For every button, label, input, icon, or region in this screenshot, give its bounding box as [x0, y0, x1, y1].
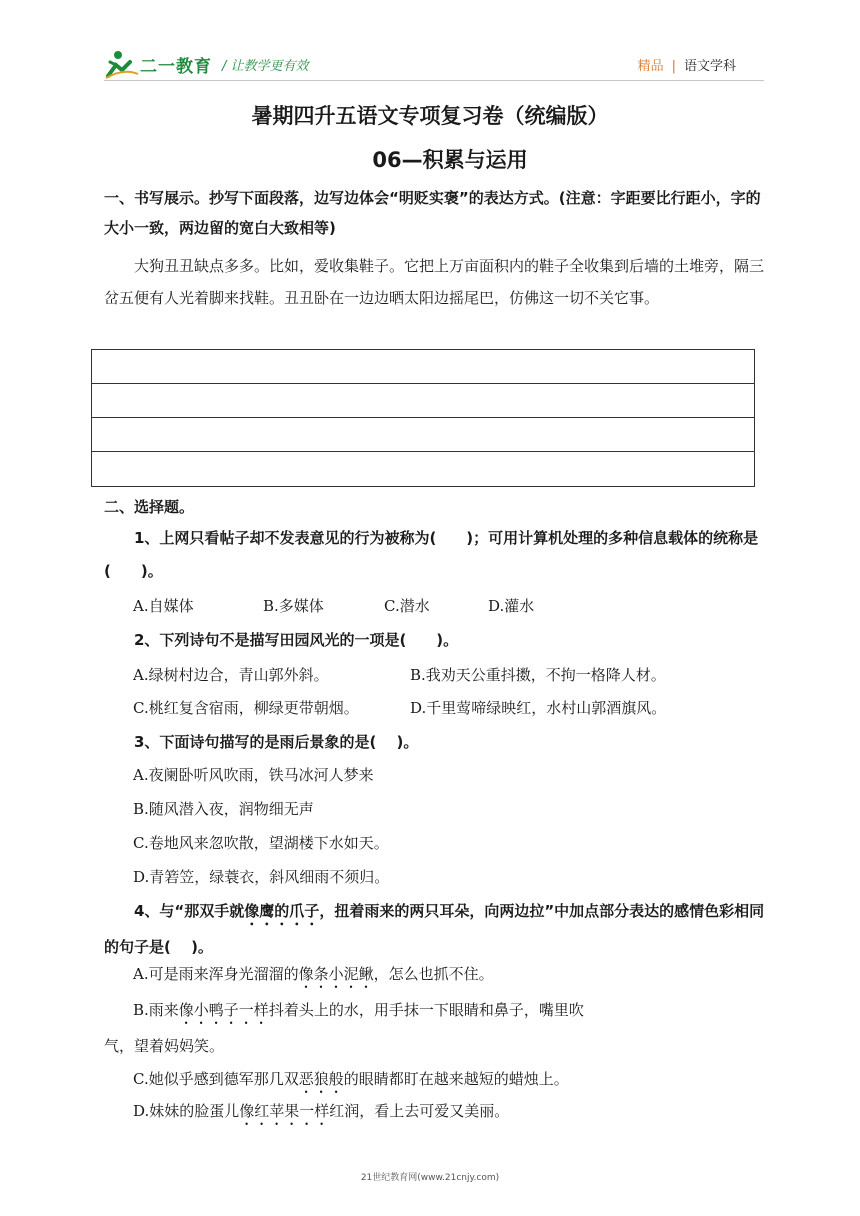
q4-b-dotted: 像小鸭子一样: [178, 1001, 269, 1019]
q1-option-b[interactable]: B.多媒体: [263, 597, 324, 615]
q4-option-c[interactable]: [133, 1064, 569, 1097]
slogan: / 让教学更有效: [222, 59, 309, 74]
q4-d-dotted: 像红苹果一样: [239, 1102, 330, 1120]
q4-d-text2: 红润，看上去可爱又美丽。: [329, 1102, 510, 1120]
q4-c-text2: 的眼睛都盯在越来越短的蜡烛上。: [343, 1070, 569, 1088]
q4-option-a[interactable]: [133, 959, 494, 992]
header-divider: [104, 80, 764, 81]
q3-option-b[interactable]: B.随风潜入夜，润物细无声: [133, 800, 314, 818]
q4-a-dotted: 像条小泥鳅: [298, 965, 374, 983]
question-4-stem: [104, 893, 766, 965]
premium-badge: 精品: [637, 59, 664, 74]
q2-option-b[interactable]: B.我劝天公重抖擞，不拘一格降人材。: [410, 666, 666, 684]
q4-option-b-cont: 气，望着妈妈笑。: [104, 1037, 225, 1055]
header-separator: |: [671, 59, 676, 74]
q4-b-text2: 抖着头上的水，用手抹一下眼睛和鼻子，嘴里吹: [268, 1001, 584, 1019]
q2-option-d[interactable]: D.千里莺啼绿映红，水村山郭酒旗风。: [410, 699, 667, 717]
q3-option-a[interactable]: A.夜阑卧听风吹雨，铁马冰河人梦来: [133, 766, 374, 784]
q4-stem-part1: 4、与“那双手就: [134, 902, 245, 920]
question-3-stem: 3、下面诗句描写的是雨后景象的是( )。: [134, 733, 419, 751]
page-title: 暑期四升五语文专项复习卷（统编版）: [251, 104, 609, 128]
q4-stem-dotted: 像鹰的爪子: [244, 902, 320, 920]
question-2-stem: 2、下列诗句不是描写田园风光的一项是( )。: [134, 631, 459, 649]
page-subtitle: 06—积累与运用: [372, 148, 528, 172]
q4-c-dotted: 恶狼般: [298, 1070, 344, 1088]
section2-heading: 二、选择题。: [104, 498, 195, 516]
q3-option-d[interactable]: D.青箬笠，绿蓑衣，斜风细雨不须归。: [133, 868, 390, 886]
q4-option-d[interactable]: [133, 1096, 509, 1129]
q4-d-text1: D.妹妹的脸蛋儿: [133, 1102, 240, 1120]
section1-passage: 大狗丑丑缺点多多。比如，爱收集鞋子。它把上万亩面积内的鞋子全收集到后墙的土堆旁，隔三岔五便有人光着脚来找鞋。丑丑卧在一边边晒太阳边摇尾巴，仿佛这一切不关它事。: [104, 257, 765, 307]
q4-stem-part2: ，扭着雨来的两只耳朵，向两边拉”中加点部分表达的感情色彩相同的句子是( )。: [104, 902, 765, 956]
q1-option-a[interactable]: A.自媒体: [133, 597, 194, 615]
subject-label: 语文学科: [683, 59, 736, 74]
q4-b-text1: B.雨来: [133, 1001, 179, 1019]
writing-grid[interactable]: [91, 349, 755, 487]
q4-a-text2: ，怎么也抓不住。: [373, 965, 494, 983]
question-1-stem: 1、上网只看帖子却不发表意见的行为被称为( )；可用计算机处理的多种信息载体的统称是( )。: [104, 529, 759, 580]
writing-line[interactable]: [92, 384, 754, 418]
q3-option-c[interactable]: C.卷地风来忽吹散，望湖楼下水如天。: [133, 834, 389, 852]
page-header: [0, 0, 860, 90]
q1-option-c[interactable]: C.潜水: [384, 597, 430, 615]
logo-text: 二一教育: [140, 57, 212, 77]
header-right: [638, 55, 736, 74]
page-footer: 21世纪教育网(www.21cnjy.com): [360, 1173, 500, 1183]
q2-option-c[interactable]: C.桃红复含宿雨，柳绿更带朝烟。: [133, 699, 359, 717]
writing-line[interactable]: [92, 350, 754, 384]
q2-option-a[interactable]: A.绿树村边合，青山郭外斜。: [133, 666, 329, 684]
writing-line[interactable]: [92, 452, 754, 486]
writing-line[interactable]: [92, 418, 754, 452]
q4-c-text1: C.她似乎感到德军那几双: [133, 1070, 299, 1088]
q4-a-text1: A.可是雨来浑身光溜溜的: [133, 965, 299, 983]
q4-option-b[interactable]: [133, 995, 584, 1028]
section1-heading: 一、书写展示。抄写下面段落，边写边体会“明贬实褒”的表达方式。(注意：字距要比行距小，字的大小一致，两边留的宽白大致相等): [104, 189, 761, 237]
q1-option-d[interactable]: D.灌水: [488, 597, 535, 615]
